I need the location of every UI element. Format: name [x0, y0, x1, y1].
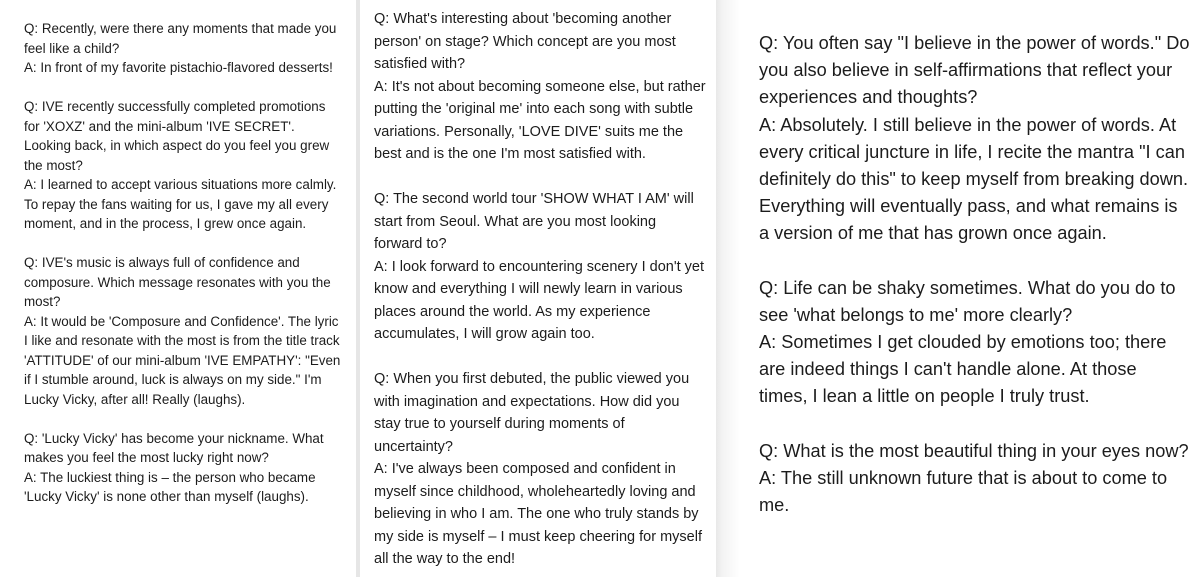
answer-text: A: Absolutely. I still believe in the power of words. At every critical juncture in life, I recite the mantra "I can definitely do this" to keep myself from breaking down. Everything will eventually pass, and what remains is a version of me that has grown once again. [759, 114, 1189, 244]
answer-text: A: The luckiest thing is – the person who became 'Lucky Vicky' is none other than myself (laughs). [24, 469, 316, 504]
question-text: Q: Life can be shaky sometimes. What do you do to see 'what belongs to me' more clearly? [759, 277, 1176, 325]
answer-text: A: I look forward to encountering scenery I don't yet know and everything I will newly learn in various places around the world. As my experience accumulates, I will grow again too. [374, 258, 705, 342]
qa-block [24, 253, 344, 409]
question-text: Q: When you first debuted, the public viewed you with imagination and expectations. How did you stay true to yourself during moments of uncertainty? [374, 371, 690, 455]
qa-block [24, 97, 344, 234]
question-text: Q: What's interesting about 'becoming another person' on stage? Which concept are you most satisfied with? [374, 11, 676, 72]
interview-column-2 [360, 0, 716, 577]
question-text: Q: You often say "I believe in the power of words." Do you also believe in self-affirmations that reflect your experiences and thoughts? [759, 33, 1190, 108]
column-divider [716, 0, 740, 577]
question-text: Q: Recently, were there any moments that made you feel like a child? [24, 21, 337, 56]
qa-block [759, 275, 1190, 411]
question-text: Q: The second world tour 'SHOW WHAT I AM' will start from Seoul. What are you most looking forward to? [374, 191, 694, 252]
question-text: Q: IVE recently successfully completed promotions for 'XOXZ' and the mini-album 'IVE SECRET'. Looking back, in which aspect do you feel you grew the most? [24, 99, 330, 173]
qa-block [24, 19, 344, 78]
question-text: Q: What is the most beautiful thing in your eyes now? [759, 440, 1189, 461]
qa-block [374, 8, 706, 166]
question-text: Q: IVE's music is always full of confidence and composure. Which message resonates with you the most? [24, 255, 331, 309]
qa-block [759, 438, 1190, 520]
interview-column-3 [740, 0, 1200, 577]
answer-text: A: It's not about becoming someone else, but rather putting the 'original me' into each song with subtle variations. Personally, 'LOVE DIVE' suits me the best and is the one I'm most satisfied with. [374, 78, 706, 162]
interview-column-1 [0, 0, 356, 577]
question-text: Q: 'Lucky Vicky' has become your nickname. What makes you feel the most lucky right now? [24, 430, 324, 465]
answer-text: A: It would be 'Composure and Confidence'. The lyric I like and resonate with the most is from the title track 'ATTITUDE' of our mini-album 'IVE EMPATHY': "Even if I stumble around, luck is always on my side." I'm Lucky Vicky, after all! Really (laughs). [24, 313, 341, 407]
answer-text: A: I've always been composed and confident in myself since childhood, wholeheartedly loving and believing in who I am. The one who truly stands by my side is myself – I must keep cheering for myself all the way to the end! [374, 461, 702, 567]
qa-block [759, 30, 1190, 248]
answer-text: A: In front of my favorite pistachio-flavored desserts! [24, 60, 333, 75]
qa-block [374, 368, 706, 571]
qa-block [24, 429, 344, 507]
qa-block [374, 188, 706, 346]
answer-text: A: The still unknown future that is about to come to me. [759, 467, 1168, 516]
answer-text: A: Sometimes I get clouded by emotions too; there are indeed things I can't handle alone. At those times, I lean a little on people I truly trust. [759, 332, 1167, 407]
answer-text: A: I learned to accept various situations more calmly. To repay the fans waiting for us, I gave my all every moment, and in the process, I grew once again. [24, 177, 337, 231]
